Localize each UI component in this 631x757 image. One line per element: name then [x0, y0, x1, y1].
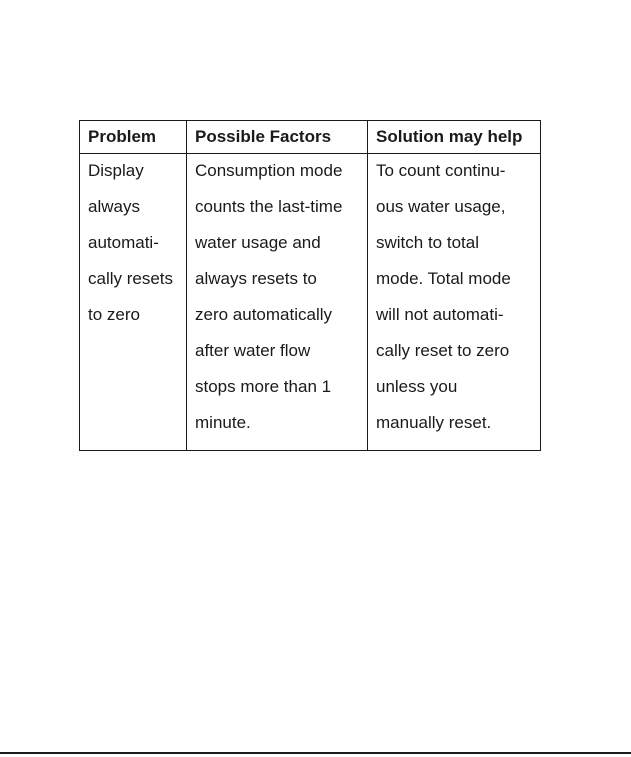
solution-line: To count continu- — [376, 161, 506, 180]
problem-cell — [80, 154, 187, 451]
header-problem: Problem — [80, 121, 187, 154]
solution-line: cally reset to zero — [376, 341, 510, 360]
problem-line: Display — [88, 161, 144, 180]
solution-line: manually reset. — [376, 413, 492, 432]
troubleshooting-table — [79, 120, 541, 451]
solution-line: mode. Total mode — [376, 269, 511, 288]
factors-line: zero automatically — [195, 305, 333, 324]
header-solution: Solution may help — [368, 121, 541, 154]
solution-line: unless you — [376, 377, 458, 396]
factors-line: Consumption mode — [195, 161, 343, 180]
solution-line: will not automati- — [376, 305, 504, 324]
problem-line: always — [88, 197, 140, 216]
problem-line: automati- — [88, 233, 159, 252]
header-possible-factors: Possible Factors — [187, 121, 368, 154]
table-header-row — [80, 121, 541, 154]
solution-line: ous water usage, — [376, 197, 506, 216]
factors-line: stops more than 1 — [195, 377, 332, 396]
solution-line: switch to total — [376, 233, 479, 252]
factors-line: after water flow — [195, 341, 311, 360]
factors-cell — [187, 154, 368, 451]
factors-line: water usage and — [195, 233, 321, 252]
factors-line: minute. — [195, 413, 251, 432]
bottom-divider — [0, 752, 631, 754]
solution-cell — [368, 154, 541, 451]
problem-line: to zero — [88, 305, 140, 324]
problem-line: cally resets — [88, 269, 174, 288]
factors-line: counts the last-time — [195, 197, 343, 216]
table-row — [80, 154, 541, 451]
factors-line: always resets to — [195, 269, 317, 288]
